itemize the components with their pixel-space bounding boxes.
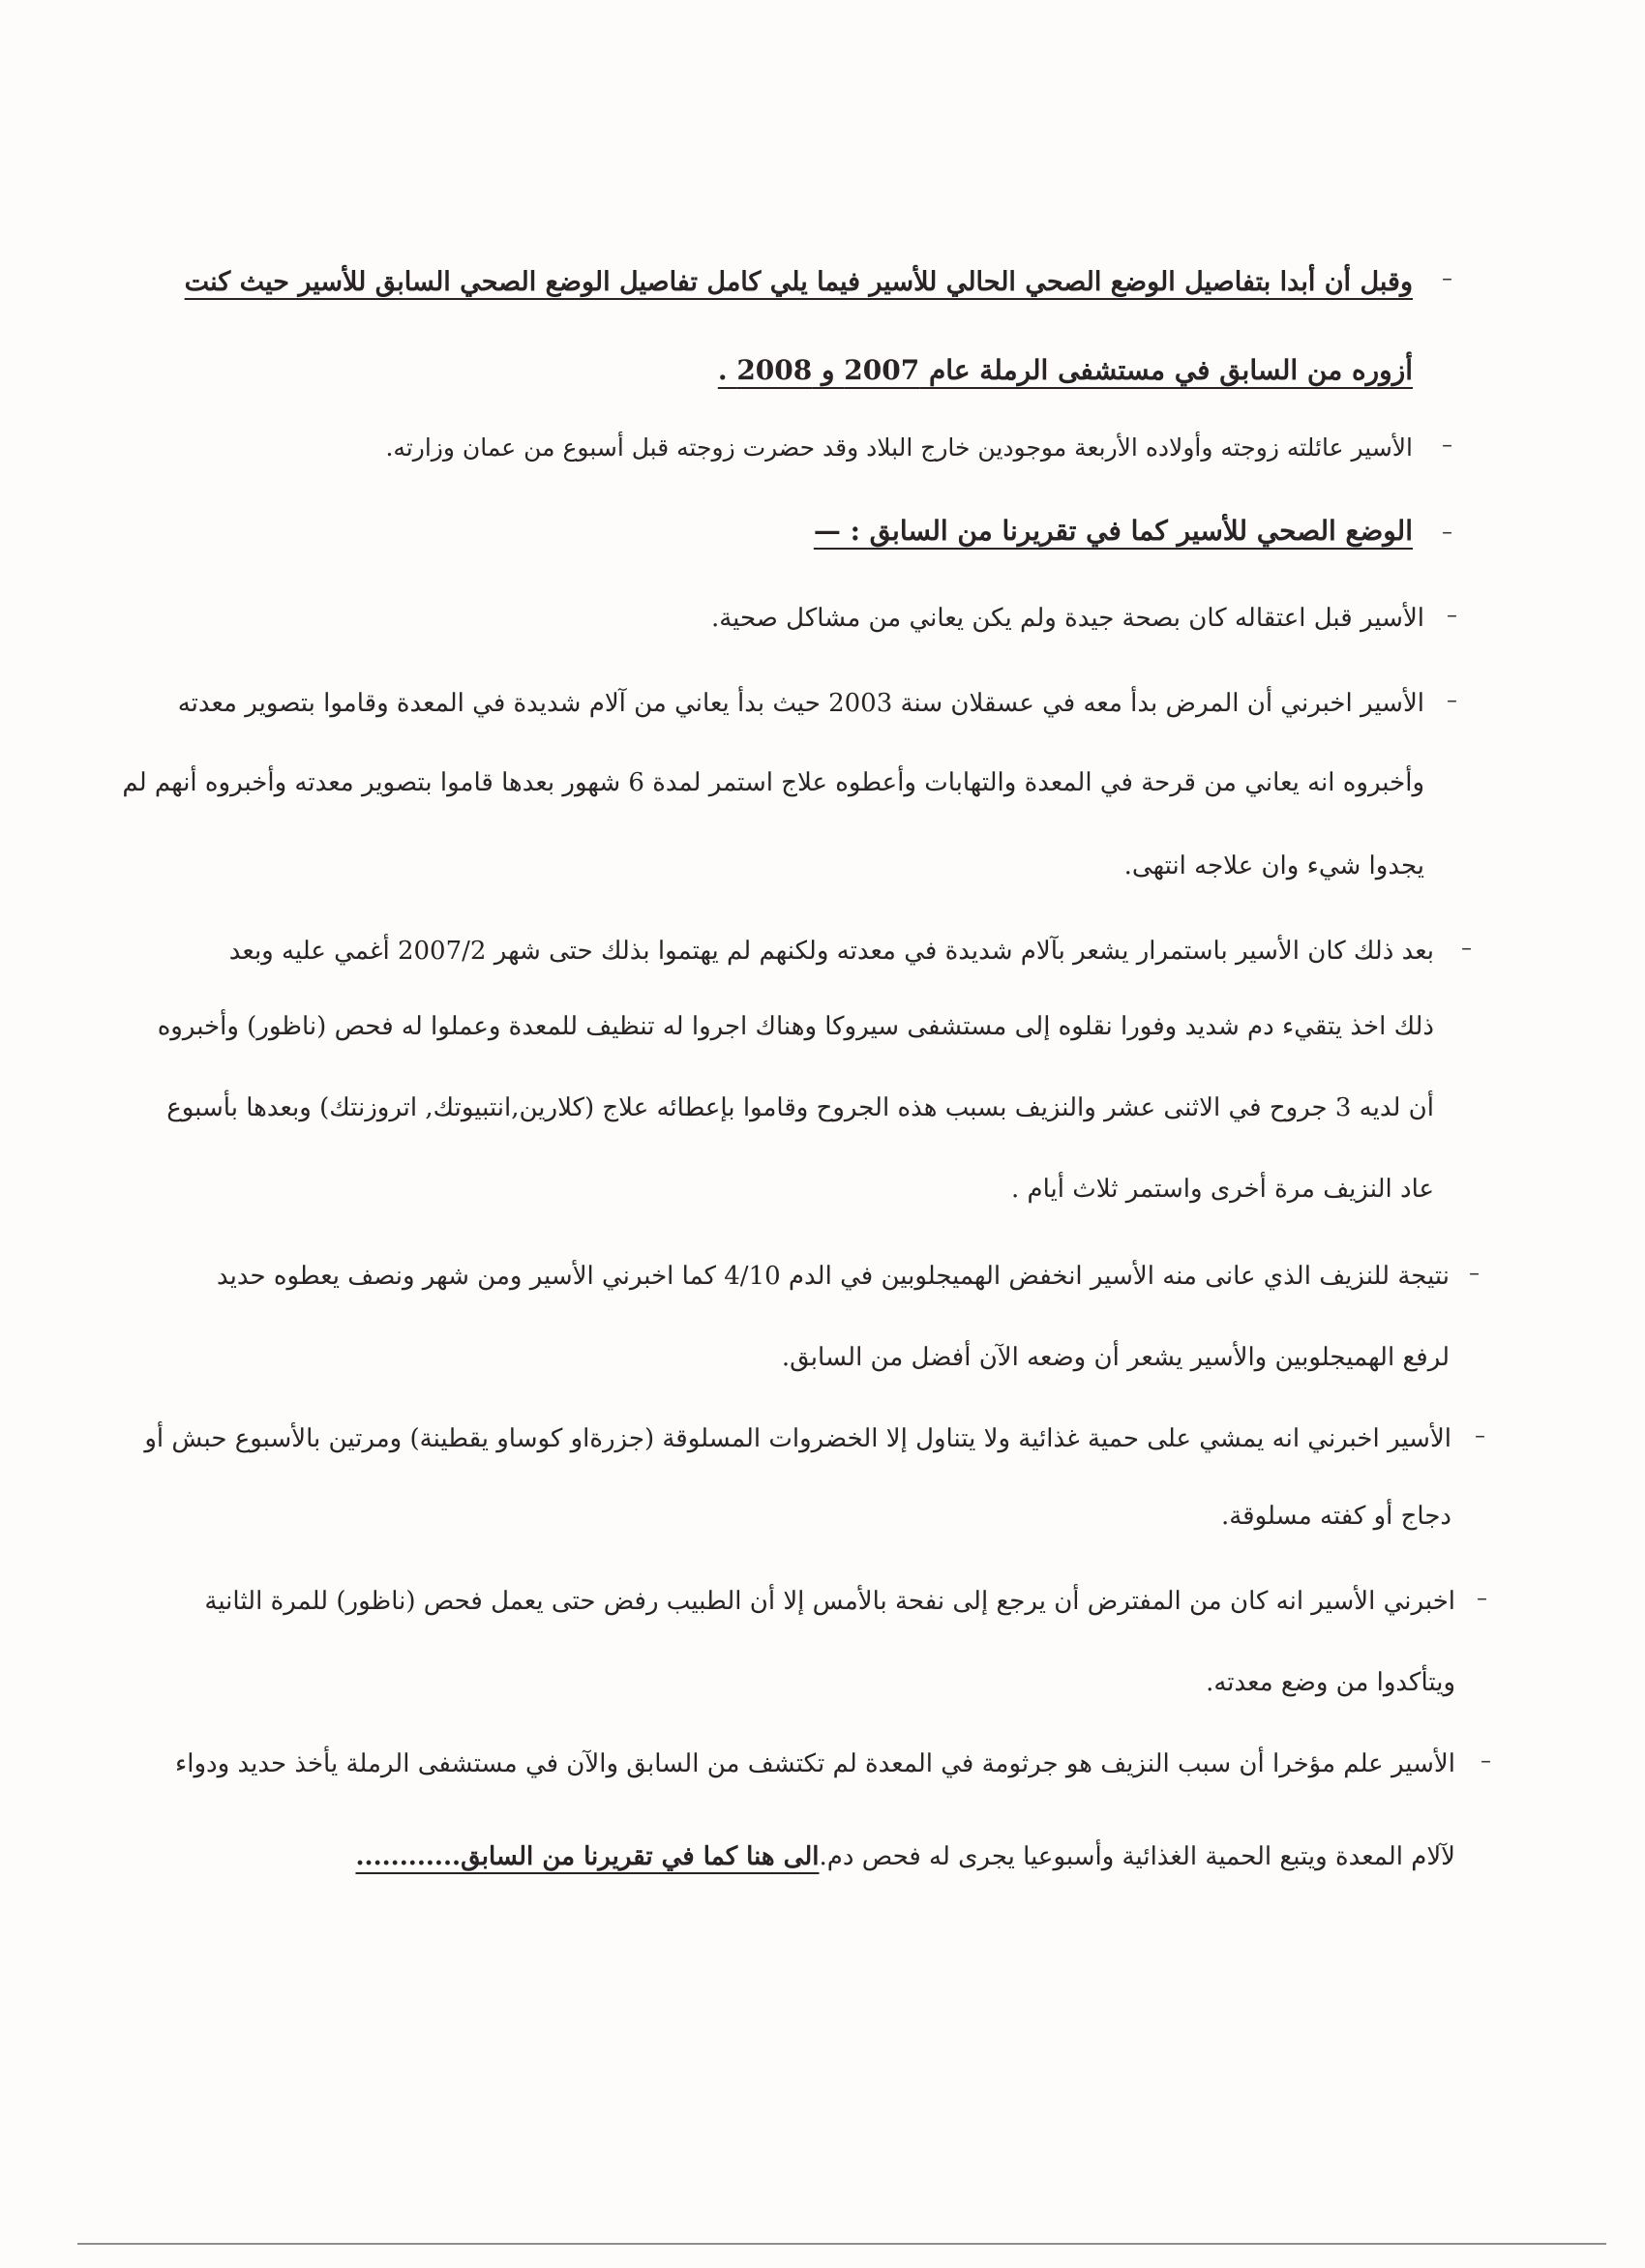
closing-plain-text: لآلام المعدة ويتبع الحمية الغذائية وأسبوعيا يجرى له فحص دم. [819, 1842, 1455, 1871]
item-line: الأسير اخبرني أن المرض بدأ معه في عسقلان سنة 2003 حيث بدأ يعاني من آلام شديدة في المعدة وقاموا بتصوير معدته [177, 689, 1424, 718]
intro-line-2: أزوره من السابق في مستشفى الرملة عام 2007 و 2008 . [717, 354, 1413, 386]
intro-line-1: وقبل أن أبدا بتفاصيل الوضع الصحي الحالي للأسير فيما يلي كامل تفاصيل الوضع الصحي السابق للأسير حيث كنت [184, 267, 1413, 297]
item-line: الأسير علم مؤخرا أن سبب النزيف هو جرثومة في المعدة لم تكتشف من السابق والآن في مستشفى الرملة يأخذ حديد ودواء [175, 1749, 1455, 1778]
item-line: الأسير اخبرني انه يمشي على حمية غذائية ولا يتناول إلا الخضروات المسلوقة (جزرةاو كوساو يقطينة) ومرتين بالأسبوع حبش أو [144, 1424, 1451, 1453]
section-heading: الوضع الصحي للأسير كما في تقريرنا من السابق : — [813, 515, 1413, 547]
item-line: ويتأكدوا من وضع معدته. [1206, 1668, 1455, 1697]
item-line: يجدوا شيء وان علاجه انتهى. [1123, 851, 1424, 880]
item-line: أن لديه 3 جروح في الاثنى عشر والنزيف بسبب هذه الجروح وقاموا بإعطائه علاج (كلارين,انتبيوتك, اتروزنتك) وبعدها بأسبوع [166, 1093, 1434, 1122]
bullet-dash: – [1447, 604, 1457, 628]
page-edge-line [77, 2243, 1606, 2245]
item-line: دجاج أو كفته مسلوقة. [1220, 1502, 1451, 1531]
bullet-dash: – [1469, 1262, 1480, 1286]
family-paragraph: الأسير عائلته زوجته وأولاده الأربعة موجودين خارج البلاد وقد حضرت زوجته قبل أسبوع من عمان وزارته. [385, 433, 1413, 462]
item-line: وأخبروه انه يعاني من قرحة في المعدة والتهابات وأعطوه علاج استمر لمدة 6 شهور بعدها قاموا بتصوير معدته وأخبروه أنهم لم [122, 768, 1424, 797]
item-line: بعد ذلك كان الأسير باستمرار يشعر بآلام شديدة في معدته ولكنهم لم يهتموا بذلك حتى شهر 2007/2 أغمي عليه وبعد [228, 937, 1434, 966]
bullet-dash: – [1447, 689, 1457, 713]
bullet-dash: – [1442, 521, 1452, 545]
bullet-dash: – [1461, 937, 1472, 961]
bullet-dash: – [1442, 433, 1452, 458]
item-line: ذلك اخذ يتقيء دم شديد وفورا نقلوه إلى مستشفى سيروكا وهناك اجروا له تنظيف للمعدة وعملوا له فحص (ناظور) وأخبروه [157, 1012, 1434, 1041]
bullet-dash: – [1442, 267, 1452, 291]
item-line: الأسير قبل اعتقاله كان بصحة جيدة ولم يكن يعاني من مشاكل صحية. [710, 604, 1424, 633]
bullet-dash: – [1477, 1587, 1487, 1611]
item-line: نتيجة للنزيف الذي عانى منه الأسير انخفض الهميجلوبين في الدم 4/10 كما اخبرني الأسير ومن شهر ونصف يعطوه حديد [216, 1262, 1450, 1291]
bullet-dash: – [1475, 1424, 1485, 1448]
item-line: عاد النزيف مرة أخرى واستمر ثلاث أيام . [1011, 1175, 1434, 1204]
closing-line [290, 1842, 1455, 1871]
bullet-dash: – [1480, 1749, 1491, 1774]
item-line: لرفع الهميجلوبين والأسير يشعر أن وضعه الآن أفضل من السابق. [781, 1343, 1450, 1372]
item-line: اخبرني الأسير انه كان من المفترض أن يرجع إلى نفحة بالأمس إلا أن الطبيب رفض حتى يعمل فحص (ناظور) للمرة الثانية [204, 1587, 1455, 1616]
closing-bold-text: الى هنا كما في تقريرنا من السابق............ [355, 1842, 820, 1871]
